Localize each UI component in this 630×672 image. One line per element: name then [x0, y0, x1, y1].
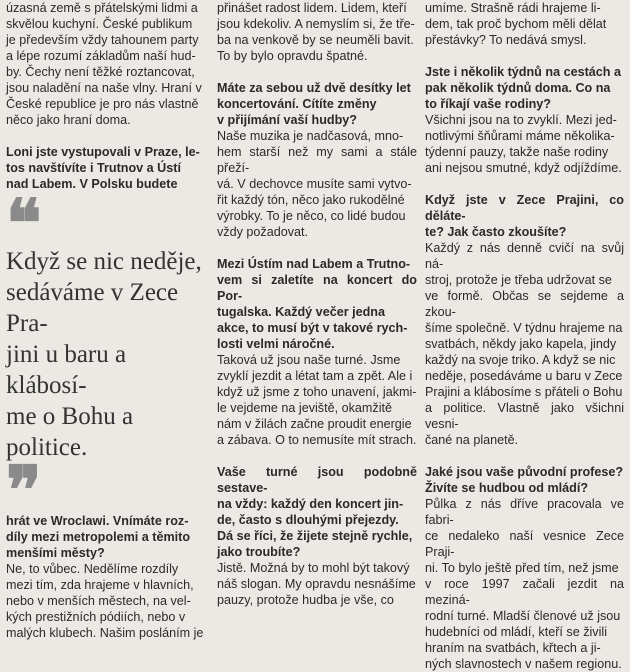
text-line: a zábava. O to nemusíte mít strach. [217, 433, 417, 447]
text-line: Živíte se hudbou od mládí? [425, 481, 589, 495]
interview-question [217, 464, 417, 560]
text-line: Dá se říci, že žijete stejně rychle, [217, 529, 413, 543]
text-line: losti velmi náročné. [217, 337, 335, 351]
text-line: čané na planetě. [425, 433, 519, 447]
close-quote-icon: ❞ [6, 451, 36, 529]
text-line: Všichni jsou na to zvyklí. Mezi jed- [425, 113, 617, 127]
answer-paragraph [425, 240, 624, 448]
text-line: vem si zaletíte na koncert do Por- [217, 273, 417, 303]
text-line: pak několik týdnů doma. Co na [425, 81, 611, 95]
text-line: ani nejsou smutné, když odjíždíme. [425, 161, 622, 175]
text-line: To by bylo opravdu špatné. [217, 49, 368, 63]
text-line: ných slavnostech v našem regionu. [425, 657, 622, 671]
text-line: ba na venkově by se neuměli bavit. [217, 33, 414, 47]
interview-question [425, 64, 624, 112]
text-line: přinášet radost lidem. Lidem, kteří [217, 1, 407, 15]
text-line: stroj, protože je třeba udržovat se [425, 273, 612, 287]
text-line: svatbách, někdy jako kapela, jindy [425, 337, 617, 351]
interview-question [425, 464, 624, 496]
text-line: te? Jak často zkoušíte? [425, 225, 567, 239]
answer-paragraph [425, 112, 624, 176]
interview-question [425, 192, 624, 240]
text-line: tugalska. Každý večer jedna [217, 305, 385, 319]
text-line: mezi tím, zda hrajeme v hlavních, [6, 578, 194, 592]
answer-paragraph [217, 128, 417, 240]
text-line: Naše muzika je nadčasová, mno- [217, 129, 404, 143]
answer-paragraph [425, 0, 624, 48]
text-line: Jaké jsou vaše původní profese? [425, 465, 624, 479]
text-line: vždy požadovat. [217, 225, 309, 239]
text-line: umíme. Strašně rádi hrajeme li- [425, 1, 601, 15]
text-line: jsou kdekoliv. A nemyslím si, že tře- [217, 17, 415, 31]
text-line: Loni jste vystupovali v Praze, le- [6, 145, 200, 159]
text-line: hudebníci od mládí, kteří se živili [425, 625, 607, 639]
text-line: nad Labem. V Polsku budete [6, 177, 178, 191]
text-line: Mezi Ústím nad Labem a Trutno- [217, 257, 411, 271]
text-line: Vaše turné jsou podobně sestave- [217, 465, 417, 495]
text-line: nebo v menších městech, na vel- [6, 594, 191, 608]
text-line: hraním na svatbách, křtech a ji- [425, 641, 601, 655]
text-line: přestávky? To nedává smysl. [425, 33, 587, 47]
text-line: něco jako hraní doma. [6, 113, 131, 127]
text-line: rodní turné. Mladší členové už jsou [425, 609, 621, 623]
answer-paragraph [425, 496, 624, 672]
text-line: Každý z nás denně cvičí na svůj ná- [425, 241, 624, 271]
pull-quote-text [6, 246, 205, 463]
text-line: Když se nic neděje, [6, 248, 202, 275]
text-line: v přijímání vaší hudby? [217, 113, 357, 127]
text-line: ni. To bylo ještě před tím, než jsme [425, 561, 619, 575]
answer-paragraph [217, 352, 417, 448]
text-line: ve formě. Občas se sejdeme a zkou- [425, 289, 624, 319]
interview-question [6, 513, 205, 561]
text-line: jako troubíte? [217, 545, 301, 559]
answer-paragraph [6, 561, 205, 641]
text-line: to říkají vaše rodiny? [425, 97, 551, 111]
text-line: a lépe rozumí základům naší hud- [6, 49, 196, 63]
text-line: tos navštívíte i Trutnov a Ústí [6, 161, 181, 175]
text-line: hem starší než my sami a stále přeží- [217, 145, 417, 175]
text-line: Když jste v Zece Prajini, co děláte- [425, 193, 624, 223]
text-line: le vejdeme na jeviště, okamžitě [217, 401, 392, 415]
text-line: zvyklí jezdit a létat tam a zpět. Ale i [217, 369, 413, 383]
answer-paragraph [217, 560, 417, 608]
text-line: kých prestižních pódiích, nebo v [6, 610, 186, 624]
text-line: v roce 1997 začali jezdit na meziná- [425, 577, 624, 607]
answer-paragraph [217, 0, 417, 64]
open-quote-icon: ❝ [6, 184, 36, 262]
text-line: notlivými šňůrami máme několika- [425, 129, 615, 143]
text-line: ce nedaleko naší vesnice Zece Praji- [425, 529, 624, 559]
article-column-3 [425, 0, 624, 671]
text-line: náš slogan. My opravdu nesnášíme [217, 577, 416, 591]
text-line: když už jsme z toho unavení, jakmi- [217, 385, 417, 399]
text-line: každý na svoje triko. A když se nic [425, 353, 616, 367]
text-line: je především vždy tahounem party [6, 33, 199, 47]
text-line: Máte za sebou už dvě desítky let [217, 81, 411, 95]
text-line: díly mezi metropolemi a těmito [6, 530, 191, 544]
text-line: řit každý tón, něco jako rukodělné [217, 193, 405, 207]
text-line: hrát ve Wroclawi. Vnímáte roz- [6, 514, 189, 528]
interview-question [217, 256, 417, 352]
text-line: koncertování. Cítíte změny [217, 97, 377, 111]
text-line: by. Čechy není těžké roztancovat, [6, 65, 195, 79]
text-line: na vždy: každý den koncert jin- [217, 497, 404, 511]
article-column-2 [217, 0, 417, 607]
answer-paragraph [6, 0, 205, 128]
text-line: Jistě. Možná by to mohl být takový [217, 561, 410, 575]
text-line: úzasná země s přátelskými lidmi a [6, 1, 198, 15]
text-line: me o Bohu a politice. [6, 403, 134, 461]
text-line: šíme společně. V týdnu hrajeme na [425, 321, 623, 335]
text-line: menšími městy? [6, 546, 105, 560]
text-line: jini u baru a klábosí- [6, 341, 127, 399]
text-line: jsou naladění na naše vlny. Hraní v [6, 81, 202, 95]
text-line: výrobky. To je něco, co lidé budou [217, 209, 406, 223]
text-line: Půlka z nás dříve pracovala ve fabri- [425, 497, 624, 527]
text-line: neděje, posedáváme u baru v Zece [425, 369, 623, 383]
text-line: akce, to musí být v takové rych- [217, 321, 408, 335]
text-line: Jste i několik týdnů na cestách a [425, 65, 621, 79]
text-line: de, často s dlouhými přejezdy. [217, 513, 399, 527]
text-line: České republice je pro nás vlastně [6, 97, 199, 111]
text-line: Ne, to vůbec. Nedělíme rozdíly [6, 562, 179, 576]
article-column-1 [6, 0, 205, 640]
text-line: Taková už jsou naše turné. Jsme [217, 353, 401, 367]
text-line: skvělou kuchyní. České publikum [6, 17, 193, 31]
text-line: týdenní pauzy, takže naše rodiny [425, 145, 609, 159]
text-line: dem, tak proč bychom měli dělat [425, 17, 607, 31]
text-line: a politice. Vlastně jako všichni vesni- [425, 401, 624, 431]
text-line: malých klubech. Našim posláním je [6, 626, 204, 640]
interview-question [217, 80, 417, 128]
text-line: Prajini a klábosíme s přáteli o Bohu [425, 385, 623, 399]
text-line: nám v žilách začne proudit energie [217, 417, 412, 431]
text-line: vá. V dechovce musíte sami vytvo- [217, 177, 412, 191]
text-line: sedáváme v Zece Pra- [6, 279, 179, 337]
text-line: pauzy, protože hudba je vše, co [217, 593, 394, 607]
